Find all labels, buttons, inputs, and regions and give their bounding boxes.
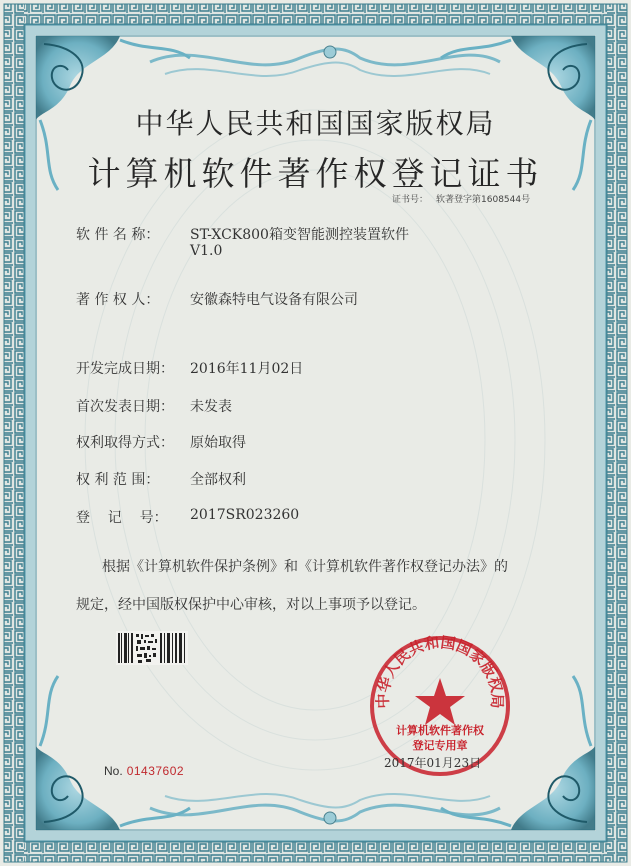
serial-number: [104, 764, 184, 778]
certificate-number-value: 软著登字第1608544号: [436, 195, 531, 205]
seal-line-1: 计算机软件著作权: [396, 724, 484, 737]
first-publication-value: 未发表: [190, 399, 232, 415]
registration-number-value: 2017SR023260: [190, 507, 300, 523]
software-name-label: 软 件 名 称：: [76, 227, 160, 243]
seal-star-icon: [415, 678, 465, 725]
issuing-authority: 中华人民共和国国家版权局: [135, 107, 496, 140]
completion-date-value: 2016年11月02日: [190, 361, 304, 377]
completion-date-label: 开发完成日期：: [76, 361, 174, 377]
registration-number-label: 登 记 号：: [76, 510, 168, 526]
statement-line-2: 规定，经中国版权保护中心审核，对以上事项予以登记。: [76, 597, 426, 613]
software-name-value: ST-XCK800箱变智能测控装置软件: [190, 227, 409, 243]
certificate-title: 计算机软件著作权登记证书: [87, 154, 544, 193]
certificate-number-label: 证书号：: [392, 195, 429, 205]
serial-prefix: No.: [104, 764, 123, 778]
statement-line-1: 根据《计算机软件保护条例》和《计算机软件著作权登记办法》的: [102, 559, 508, 575]
software-version-value: V1.0: [190, 243, 223, 259]
certificate-number: [392, 192, 530, 205]
rights-scope-value: 全部权利: [190, 472, 246, 488]
copyright-owner-value: 安徽森特电气设备有限公司: [190, 292, 358, 308]
issue-date: 2017年01月23日: [384, 756, 482, 770]
rights-scope-label: 权 利 范 围：: [76, 472, 160, 488]
seal-line-2: 登记专用章: [412, 739, 468, 752]
barcode-image: [116, 631, 188, 665]
seal-ring-text: 中华人民共和国国家版权局: [373, 634, 507, 709]
serial-value: 01437602: [126, 764, 185, 778]
first-publication-label: 首次发表日期：: [76, 399, 174, 415]
acquisition-method-value: 原始取得: [190, 435, 246, 451]
acquisition-method-label: 权利取得方式：: [76, 435, 174, 451]
copyright-owner-label: 著 作 权 人：: [76, 292, 160, 308]
